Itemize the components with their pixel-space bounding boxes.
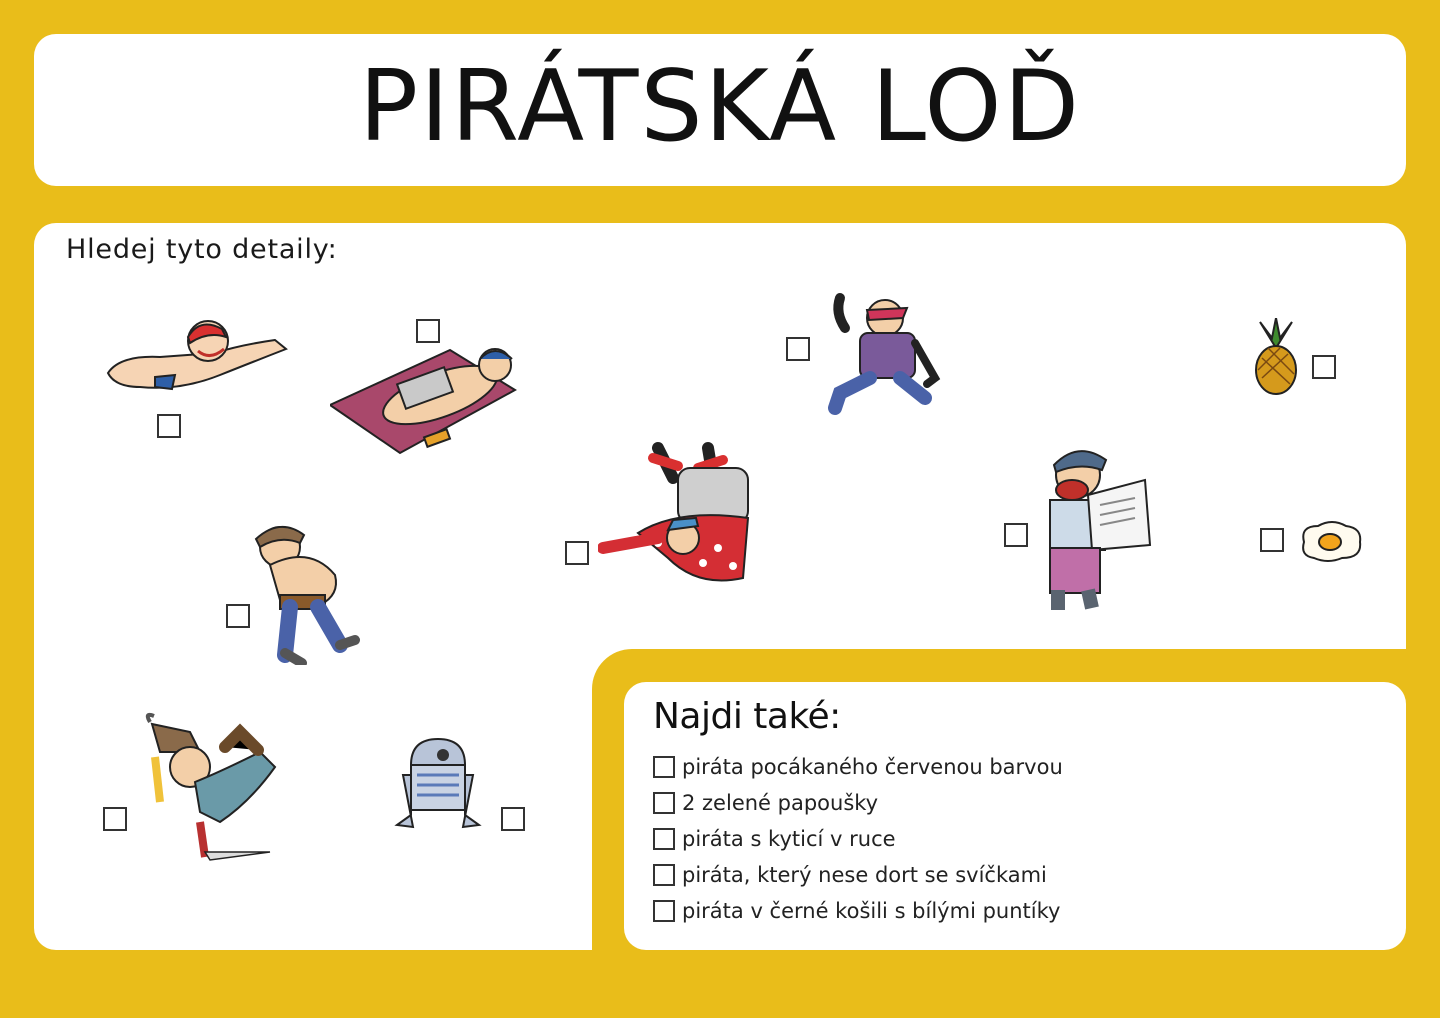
newspaper-pirate-icon xyxy=(1040,440,1160,615)
checkbox-reader[interactable] xyxy=(1004,523,1028,547)
find-also-item[interactable] xyxy=(653,752,1063,782)
checkbox-runner[interactable] xyxy=(786,337,810,361)
pineapple-icon xyxy=(1250,318,1302,396)
checkbox-sunbather[interactable] xyxy=(416,319,440,343)
find-also-item[interactable] xyxy=(653,860,1047,890)
find-also-checkbox[interactable] xyxy=(653,756,675,778)
find-also-label: 2 zelené papoušky xyxy=(682,791,879,815)
robot-icon xyxy=(393,735,483,830)
sunbathing-pirate-icon xyxy=(330,335,530,455)
find-also-label: piráta s kyticí v ruce xyxy=(682,827,896,851)
find-also-heading: Najdi také: xyxy=(653,696,841,737)
find-also-item[interactable] xyxy=(653,824,896,854)
checkbox-stretcher[interactable] xyxy=(226,604,250,628)
find-also-checkbox[interactable] xyxy=(653,828,675,850)
checkbox-diver[interactable] xyxy=(103,807,127,831)
swimming-pirate-icon xyxy=(100,315,290,405)
fried-egg-icon xyxy=(1298,520,1364,564)
checkbox-swimmer[interactable] xyxy=(157,414,181,438)
find-also-item[interactable] xyxy=(653,788,878,818)
page-title: PIRÁTSKÁ LOĎ xyxy=(358,50,1082,164)
find-also-label: piráta, který nese dort se svíčkami xyxy=(682,863,1047,887)
stretching-pirate-icon xyxy=(240,515,365,665)
checkbox-robot[interactable] xyxy=(501,807,525,831)
find-also-checkbox[interactable] xyxy=(653,900,675,922)
details-heading: Hledej tyto detaily: xyxy=(66,234,338,265)
find-also-checkbox[interactable] xyxy=(653,864,675,886)
find-also-label: piráta pocákaného červenou barvou xyxy=(682,755,1063,779)
diving-pirate-icon xyxy=(140,712,290,867)
checkbox-egg[interactable] xyxy=(1260,528,1284,552)
checkbox-handstand[interactable] xyxy=(565,541,589,565)
running-pirate-icon xyxy=(815,288,950,418)
find-also-label: piráta v černé košili s bílými puntíky xyxy=(682,899,1061,923)
handstand-pirate-icon xyxy=(598,438,768,588)
find-also-item[interactable] xyxy=(653,896,1060,926)
checkbox-pineapple[interactable] xyxy=(1312,355,1336,379)
find-also-checkbox[interactable] xyxy=(653,792,675,814)
